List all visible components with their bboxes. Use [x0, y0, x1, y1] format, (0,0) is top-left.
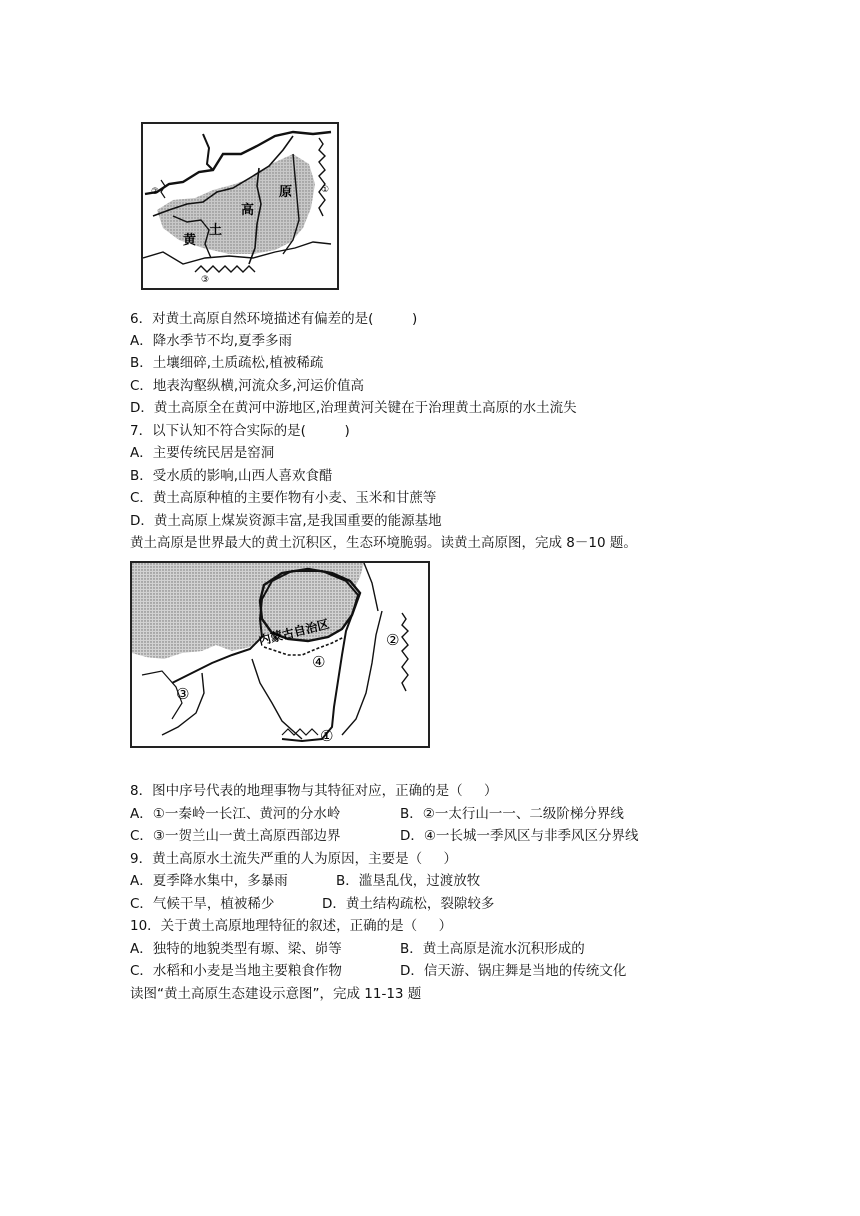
river-east — [342, 611, 382, 735]
intro-questions-8-10: 黄土高原是世界最大的黄土沉积区，生态环境脆弱。读黄土高原图，完成 8－10 题。 — [130, 535, 637, 551]
q10-option-a: A．独特的地貌类型有塬、梁、峁等 — [130, 941, 342, 957]
q10-option-b: B．黄土高原是流水沉积形成的 — [400, 941, 585, 957]
map2-marker-3: ③ — [176, 685, 190, 703]
q7-option-b: B．受水质的影响,山西人喜欢食醋 — [130, 468, 333, 484]
south-mountains — [282, 729, 318, 735]
boundary-right — [364, 563, 378, 611]
intro-questions-11-13: 读图“黄土高原生态建设示意图”，完成 11-13 题 — [130, 986, 422, 1002]
river-south — [252, 659, 302, 739]
map2-marker-4: ④ — [312, 653, 326, 671]
q8-stem: 8．图中序号代表的地理事物与其特征对应，正确的是（ ） — [130, 783, 498, 799]
q7-stem: 7．以下认知不符合实际的是( ) — [130, 423, 350, 439]
q8-option-a: A．①一秦岭一长江、黄河的分水岭 — [130, 806, 341, 822]
loess-plateau-map-1 — [141, 122, 339, 290]
q8-option-b: B．②一太行山一一、二级阶梯分界线 — [400, 806, 624, 822]
map1-label-tu: 土 — [209, 223, 223, 238]
map1-label-huang: 黄 — [183, 233, 197, 248]
q8-option-c: C．③一贺兰山一黄土高原西部边界 — [130, 828, 341, 844]
region-label-inner-mongolia: 内蒙古自治区 — [257, 616, 331, 648]
map2-marker-2: ② — [386, 631, 400, 649]
q9-stem: 9．黄土高原水土流失严重的人为原因，主要是（ ） — [130, 851, 458, 867]
map1-label-yuan: 原 — [279, 185, 293, 200]
map1-marker-1: ① — [321, 185, 330, 195]
q9-option-b: B．滥垦乱伐，过渡放牧 — [336, 873, 481, 889]
boundary-left — [203, 134, 213, 170]
q9-option-d: D．黄土结构疏松，裂隙较多 — [322, 896, 495, 912]
map2-graphic — [132, 563, 428, 746]
q10-option-d: D．信天游、锅庄舞是当地的传统文化 — [400, 963, 627, 979]
q6-option-d: D．黄土高原全在黄河中游地区,治理黄河关键在于治理黄土高原的水土流失 — [130, 400, 577, 416]
south-mountains — [195, 266, 255, 272]
loess-plateau-map-2 — [130, 561, 430, 748]
q6-stem: 6．对黄土高原自然环境描述有偏差的是( ) — [130, 311, 418, 327]
q10-option-c: C．水稻和小麦是当地主要粮食作物 — [130, 963, 342, 979]
plateau-shaded-area — [157, 154, 315, 254]
map1-marker-3: ③ — [201, 275, 210, 285]
q7-option-d: D．黄土高原上煤炭资源丰富,是我国重要的能源基地 — [130, 513, 442, 529]
q9-option-c: C．气候干旱，植被稀少 — [130, 896, 275, 912]
q10-stem: 10．关于黄土高原地理特征的叙述，正确的是（ ） — [130, 918, 453, 934]
map1-graphic — [143, 124, 337, 288]
east-mountains — [402, 613, 408, 691]
q6-option-a: A．降水季节不均,夏季多雨 — [130, 333, 293, 349]
map1-marker-2: ② — [151, 187, 160, 197]
east-mountains — [319, 138, 325, 216]
q9-option-a: A．夏季降水集中，多暴雨 — [130, 873, 288, 889]
q6-option-b: B．土壤细碎,土质疏松,植被稀疏 — [130, 355, 324, 371]
q8-option-d: D．④一长城一季风区与非季风区分界线 — [400, 828, 639, 844]
q7-option-c: C．黄土高原种植的主要作物有小麦、玉米和甘蔗等 — [130, 490, 437, 506]
q6-option-c: C．地表沟壑纵横,河流众多,河运价值高 — [130, 378, 365, 394]
map1-label-gao: 高 — [241, 203, 255, 218]
q7-option-a: A．主要传统民居是窑洞 — [130, 445, 275, 461]
river-west — [162, 673, 204, 735]
map2-marker-1: ① — [320, 727, 334, 745]
